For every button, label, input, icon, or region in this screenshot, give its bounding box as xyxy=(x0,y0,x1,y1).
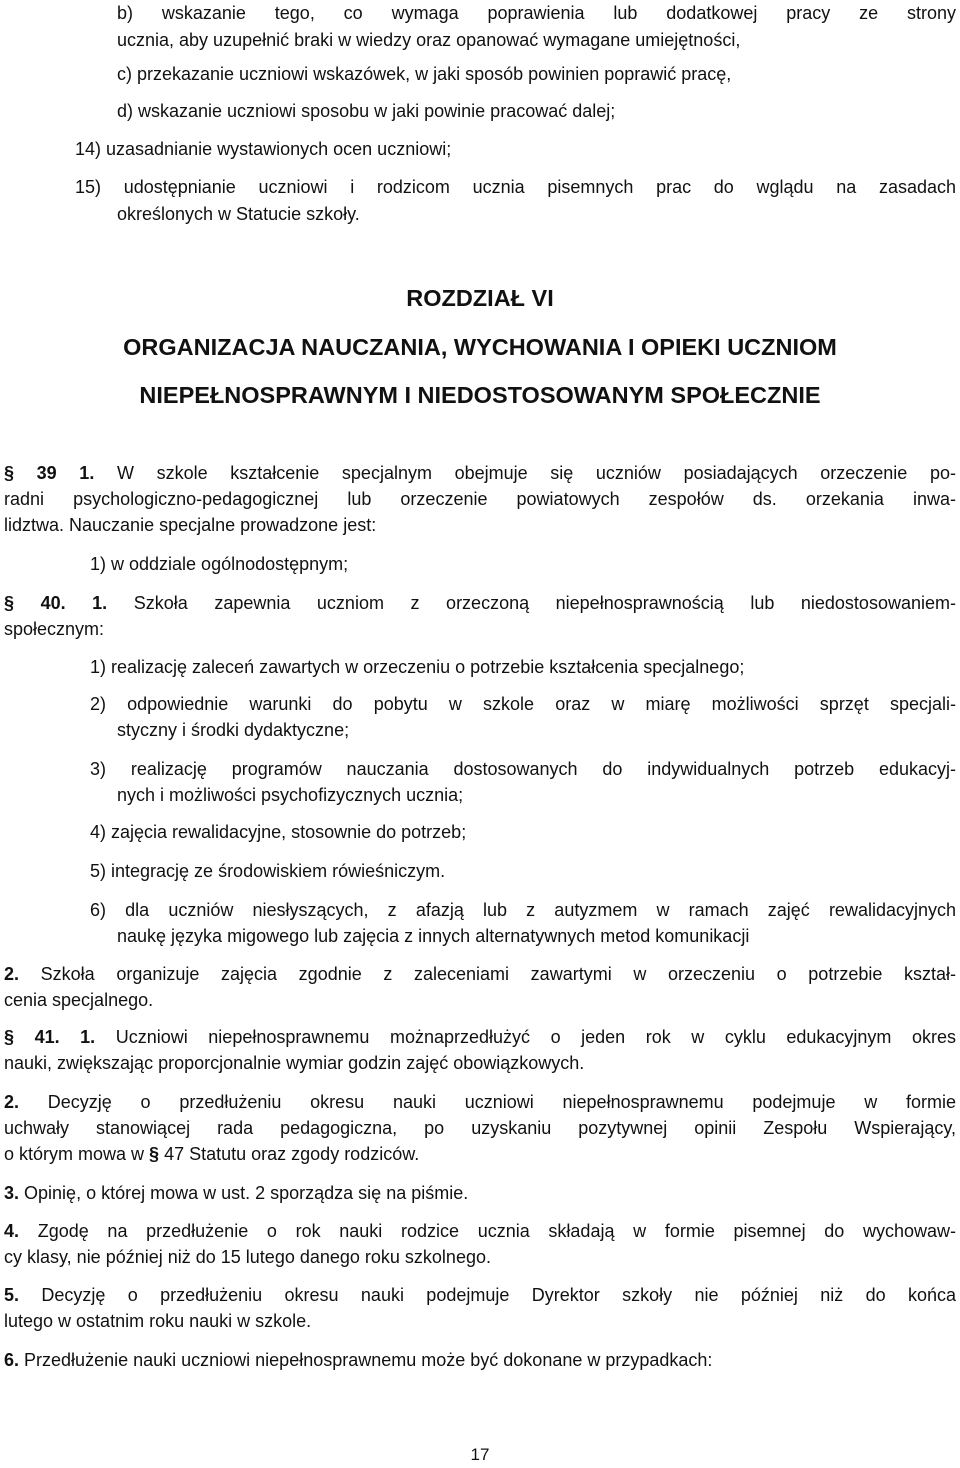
paragraph-40-section-2-line2: cenia specjalnego. xyxy=(4,990,154,1010)
list-item-b-line1: b) wskazanie tego, co wymaga poprawienia lub dodatkowej pracy ze strony xyxy=(117,3,956,23)
section-text: Decyzję o przedłużeniu okresu nauki podejmuje Dyrektor szkoły nie później niż do końca xyxy=(41,1285,956,1305)
paragraph-39-text1: W szkole kształcenie specjalnym obejmuje się uczniów posiadających orzeczenie po- xyxy=(116,463,956,483)
paragraph-41-section-3 xyxy=(4,1182,468,1204)
list-item-14: 14) uzasadnianie wystawionych ocen uczniowi; xyxy=(75,139,452,159)
paragraph-40-item-6-line1: 6) dla uczniów niesłyszących, z afazją lub z autyzmem w ramach zajęć rewalidacyjnych xyxy=(90,900,956,920)
paragraph-41-line2: nauki, zwiększając proporcjonalnie wymiar godzin zajęć obowiązkowych. xyxy=(4,1053,585,1073)
paragraph-40-item-5: 5) integrację ze środowiskiem rówieśniczym. xyxy=(90,861,446,881)
section-sign: § xyxy=(4,1027,15,1047)
paragraph-41-section-2-line1 xyxy=(4,1091,956,1113)
section-text: Zgodę na przedłużenie o rok nauki rodzice ucznia składają w formie pisemnej do wychowaw- xyxy=(37,1221,956,1241)
paragraph-41-section-5-line2: lutego w ostatnim roku nauki w szkole. xyxy=(4,1311,312,1331)
chapter-number: ROZDZIAŁ VI xyxy=(406,285,554,311)
paragraph-39-line2: radni psychologiczno-pedagogicznej lub orzeczenie powiatowych zespołów ds. orzekania inwa- xyxy=(4,489,956,509)
section-text: Opinię, o której mowa w ust. 2 sporządza się na piśmie. xyxy=(24,1183,469,1203)
list-item-b-line2: ucznia, aby uzupełnić braki w wiedzy oraz opanować wymagane umiejętności, xyxy=(117,30,741,50)
paragraph-40-item-6-line2: naukę języka migowego lub zajęcia z innych alternatywnych metod komunikacji xyxy=(117,926,750,946)
list-item-15-line1: 15) udostępnianie uczniowi i rodzicom ucznia pisemnych prac do wglądu na zasadach xyxy=(75,177,956,197)
section-number: 2. xyxy=(4,1092,20,1112)
paragraph-40-line2: społecznym: xyxy=(4,619,105,639)
section-sign: § xyxy=(4,593,15,613)
section-number: 5. xyxy=(4,1285,20,1305)
paragraph-41-section-2-line2: uchwały stanowiącej rada pedagogiczna, po uzyskaniu pozytywnej opinii Zespołu Wspierający, xyxy=(4,1118,956,1138)
paragraph-41-number: 41. 1. xyxy=(34,1027,96,1047)
section-number: 3. xyxy=(4,1183,20,1203)
paragraph-41-section-4-line2: cy klasy, nie później niż do 15 lutego danego roku szkolnego. xyxy=(4,1247,491,1267)
section-text: Szkoła organizuje zajęcia zgodnie z zaleceniami zawartymi w orzeczeniu o potrzebie kształ- xyxy=(40,964,956,984)
paragraph-41-section-2-line3 xyxy=(4,1143,419,1165)
paragraph-40-number: 40. 1. xyxy=(40,593,108,613)
section-text: o którym mowa w xyxy=(4,1144,145,1164)
paragraph-41-section-5-line1 xyxy=(4,1284,956,1306)
paragraph-40-item-2-line1: 2) odpowiednie warunki do pobytu w szkole oraz w miarę możliwości sprzęt specjali- xyxy=(90,694,956,714)
section-sign: § xyxy=(4,463,15,483)
section-number: 6. xyxy=(4,1350,20,1370)
paragraph-41-text1: Uczniowi niepełnosprawnemu możnaprzedłużyć o jeden rok w cyklu edukacyjnym okres xyxy=(115,1027,956,1047)
paragraph-39-line1 xyxy=(4,462,956,484)
paragraph-39-number: 39 1. xyxy=(36,463,95,483)
paragraph-41-section-6 xyxy=(4,1349,712,1371)
paragraph-39-item-1: 1) w oddziale ogólnodostępnym; xyxy=(90,554,349,574)
paragraph-39-line3: lidztwa. Nauczanie specjalne prowadzone jest: xyxy=(4,515,377,535)
section-number: 2. xyxy=(4,964,20,984)
section-number: 4. xyxy=(4,1221,20,1241)
paragraph-41-line1 xyxy=(4,1026,956,1048)
paragraph-40-item-2-line2: styczny i środki dydaktyczne; xyxy=(117,720,350,740)
list-item-d: d) wskazanie uczniowi sposobu w jaki powinie pracować dalej; xyxy=(117,101,616,121)
section-text: Przedłużenie nauki uczniowi niepełnosprawnemu może być dokonane w przypadkach: xyxy=(24,1350,713,1370)
paragraph-41-section-4-line1 xyxy=(4,1220,956,1242)
paragraph-40-item-4: 4) zajęcia rewalidacyjne, stosownie do potrzeb; xyxy=(90,822,467,842)
paragraph-40-text1: Szkoła zapewnia uczniom z orzeczoną niepełnosprawnością lub niedostosowaniem- xyxy=(133,593,956,613)
paragraph-40-item-3-line2: nych i możliwości psychofizycznych ucznia; xyxy=(117,785,464,805)
paragraph-40-section-2-line1 xyxy=(4,963,956,985)
chapter-title-line2: NIEPEŁNOSPRAWNYM I NIEDOSTOSOWANYM SPOŁECZNIE xyxy=(139,382,821,408)
section-text: 47 Statutu oraz zgody rodziców. xyxy=(164,1144,420,1164)
page-number: 17 xyxy=(470,1445,490,1464)
chapter-title-line1: ORGANIZACJA NAUCZANIA, WYCHOWANIA I OPIEKI UCZNIOM xyxy=(123,334,837,360)
paragraph-40-item-1: 1) realizację zaleceń zawartych w orzeczeniu o potrzebie kształcenia specjalnego; xyxy=(90,657,745,677)
paragraph-40-line1 xyxy=(4,592,956,614)
list-item-c: c) przekazanie uczniowi wskazówek, w jaki sposób powinien poprawić pracę, xyxy=(117,64,732,84)
section-sign: § xyxy=(149,1144,160,1164)
list-item-15-line2: określonych w Statucie szkoły. xyxy=(117,204,360,224)
paragraph-40-item-3-line1: 3) realizację programów nauczania dostosowanych do indywidualnych potrzeb edukacyj- xyxy=(90,759,956,779)
section-text: Decyzję o przedłużeniu okresu nauki uczniowi niepełnosprawnemu podejmuje w formie xyxy=(47,1092,956,1112)
